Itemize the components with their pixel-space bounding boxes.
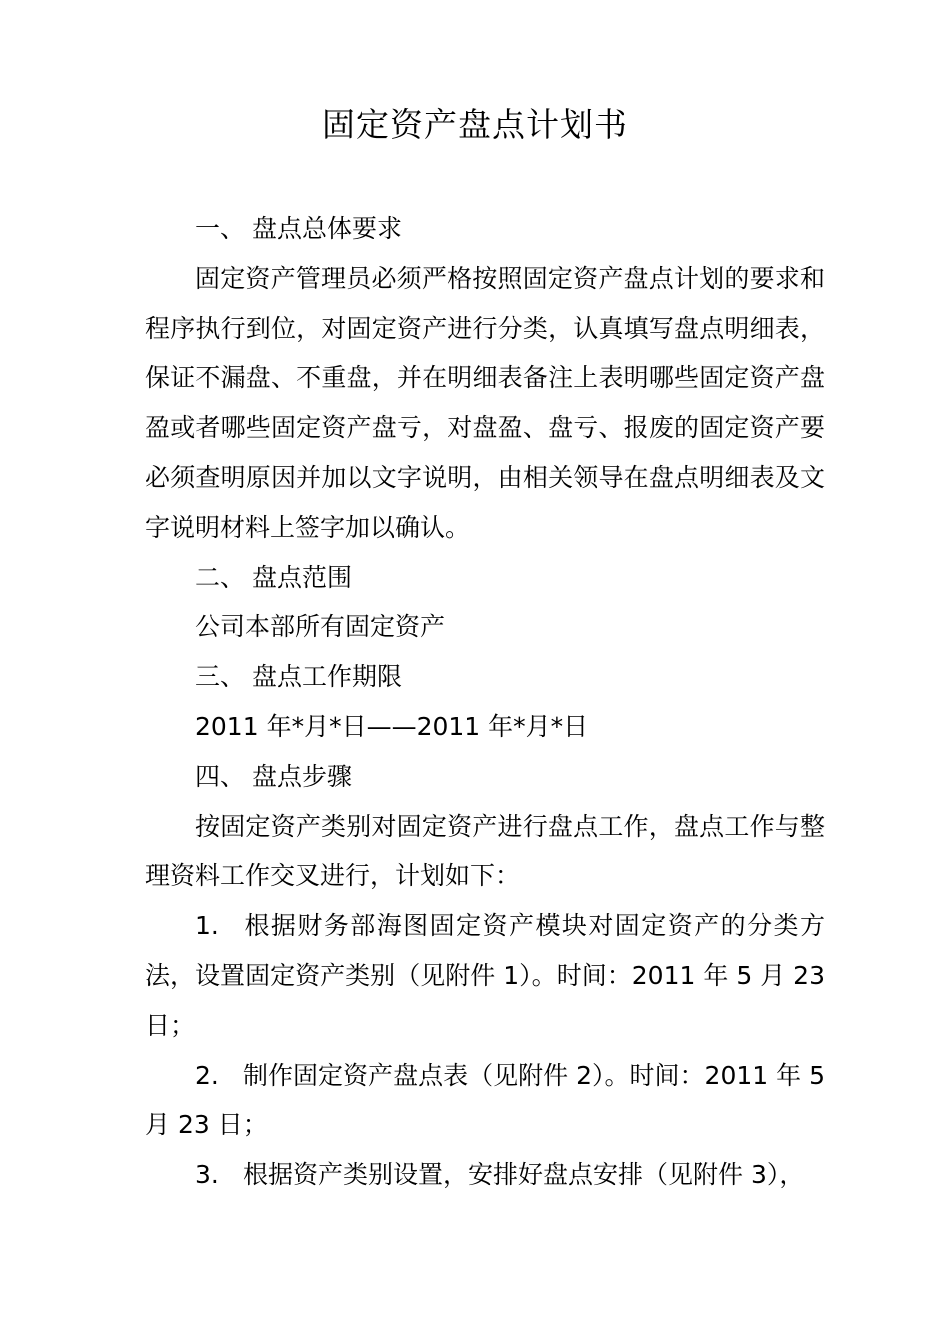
section-paragraph-4: 按固定资产类别对固定资产进行盘点工作，盘点工作与整理资料工作交叉进行，计划如下： bbox=[145, 811, 825, 891]
document-title: 固定资产盘点计划书 bbox=[322, 105, 628, 144]
step-text: 根据资产类别设置，安排好盘点安排（见附件 3）， bbox=[243, 1160, 805, 1190]
section-heading-text: 盘点工作期限 bbox=[252, 662, 403, 692]
section-heading-text: 盘点步骤 bbox=[252, 761, 353, 791]
section-heading-2 bbox=[145, 553, 825, 603]
section-paragraph-3: 2011 年*月*日——2011 年*月*日 bbox=[195, 711, 589, 741]
step-item-3 bbox=[145, 1150, 825, 1200]
step-number: 3. bbox=[195, 1160, 219, 1190]
section-paragraph-2: 公司本部所有固定资产 bbox=[195, 612, 446, 642]
step-number: 1. bbox=[195, 911, 219, 941]
section-heading-4 bbox=[145, 752, 825, 802]
section-paragraph-1: 固定资产管理员必须严格按照固定资产盘点计划的要求和程序执行到位，对固定资产进行分类，认真填写盘点明细表，保证不漏盘、不重盘，并在明细表备注上表明哪些固定资产盘盈或者哪些固定资产盘亏，对盘盈、盘亏、报废的固定资产要必须查明原因并加以文字说明，由相关领导在盘点明细表及文字说明材料上签字加以确认。 bbox=[145, 263, 825, 542]
section-heading-text: 盘点总体要求 bbox=[252, 214, 403, 243]
step-item-2 bbox=[145, 1051, 825, 1151]
step-text: 根据财务部海图固定资产模块对固定资产的分类方法，设置固定资产类别（见附件 1）。时间：2011 年 5 月 23 日； bbox=[145, 911, 825, 1040]
step-number: 2. bbox=[195, 1060, 219, 1090]
section-heading-1 bbox=[145, 204, 825, 254]
step-item-1 bbox=[145, 901, 825, 1050]
section-number: 二、 bbox=[195, 562, 246, 592]
section-heading-text: 盘点范围 bbox=[252, 562, 353, 592]
section-number: 三、 bbox=[195, 662, 246, 692]
section-number: 一、 bbox=[195, 214, 246, 243]
section-number: 四、 bbox=[195, 761, 246, 791]
section-heading-3 bbox=[145, 652, 825, 702]
step-text: 制作固定资产盘点表（见附件 2）。时间：2011 年 5 月 23 日； bbox=[145, 1060, 825, 1140]
document-body bbox=[145, 204, 825, 1200]
